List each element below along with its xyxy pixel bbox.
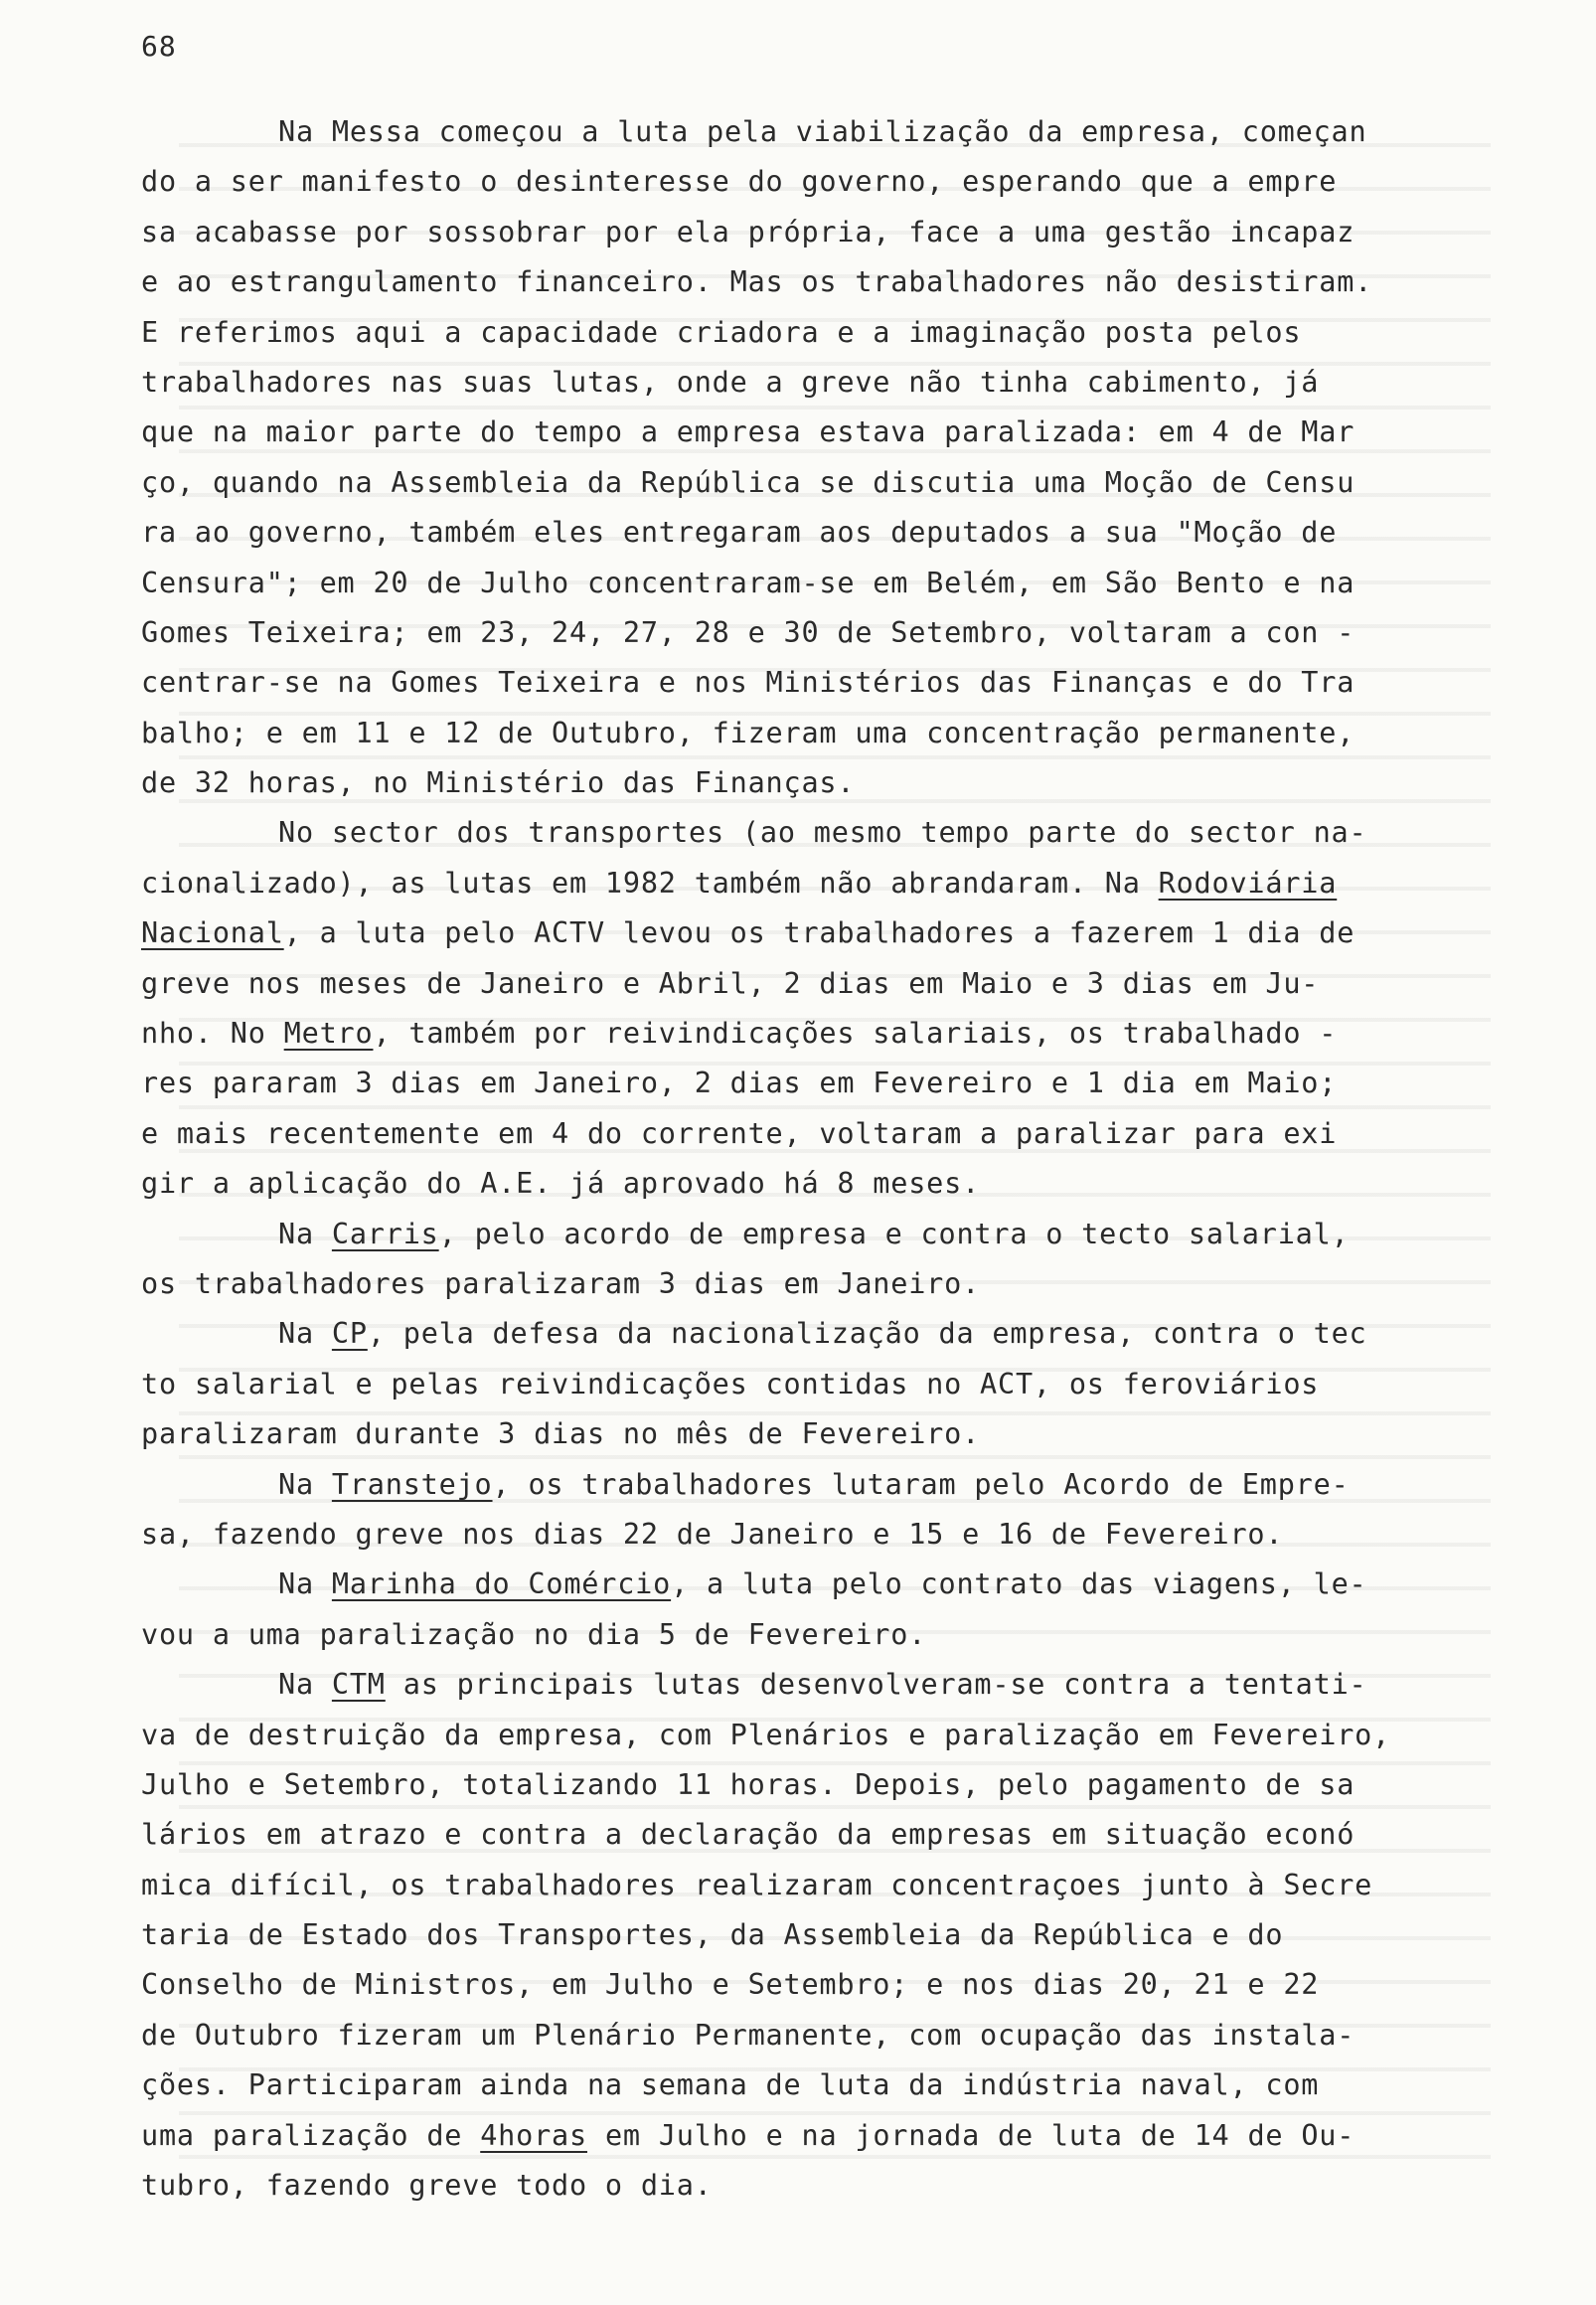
text-line — [141, 257, 1513, 307]
underlined-term: Nacional — [141, 916, 284, 950]
text-segment: , pela defesa da nacionalização da empresa, contra o tec — [367, 1317, 1367, 1351]
text-line — [141, 2111, 1513, 2161]
text-segment: Na — [278, 1567, 332, 1601]
text-line — [141, 758, 1513, 808]
text-line — [141, 1910, 1513, 1960]
body-text — [141, 107, 1513, 2211]
text-segment: nho. No — [141, 1017, 284, 1051]
text-segment: , pelo acordo de empresa e contra o tecto salarial, — [438, 1217, 1350, 1250]
text-line — [141, 1760, 1513, 1810]
text-segment: do a ser manifesto o desinteresse do governo, esperando que a empre — [141, 165, 1338, 199]
text-line — [141, 1259, 1513, 1309]
text-segment: to salarial e pelas reivindicações contidas no ACT, os feroviários — [141, 1367, 1320, 1400]
text-segment: res pararam 3 dias em Janeiro, 2 dias em Fevereiro e 1 dia em Maio; — [141, 1067, 1338, 1100]
text-segment: greve nos meses de Janeiro e Abril, 2 dias em Maio e 3 dias em Ju- — [141, 966, 1320, 1000]
text-segment: Na — [278, 1467, 332, 1501]
text-segment: Na — [278, 1317, 332, 1351]
text-line — [141, 1460, 1513, 1510]
text-segment: , a luta pelo contrato das viagens, le- — [671, 1567, 1367, 1601]
text-line — [141, 1309, 1513, 1359]
text-segment: lários em atrazo e contra a declaração da empresas em situação econó — [141, 1818, 1356, 1852]
text-line — [141, 959, 1513, 1009]
text-line — [141, 308, 1513, 358]
text-segment: ço, quando na Assembleia da República se discutia uma Moção de Censu — [141, 465, 1356, 499]
text-line — [141, 1711, 1513, 1760]
text-line — [141, 1810, 1513, 1860]
text-segment: trabalhadores nas suas lutas, onde a greve não tinha cabimento, já — [141, 365, 1320, 399]
text-line — [141, 1409, 1513, 1459]
text-segment: ções. Participaram ainda na semana de luta da indústria naval, com — [141, 2068, 1320, 2102]
text-line — [141, 208, 1513, 257]
text-line — [141, 1960, 1513, 2010]
text-segment: , os trabalhadores lutaram pelo Acordo de Empre- — [492, 1467, 1350, 1501]
text-line — [141, 1560, 1513, 1609]
text-segment: Na — [278, 1217, 332, 1250]
text-segment: , a luta pelo ACTV levou os trabalhadores a fazerem 1 dia de — [283, 916, 1356, 950]
text-segment: , também por reivindicações salariais, os trabalhado - — [373, 1017, 1338, 1051]
text-line — [141, 1610, 1513, 1660]
text-line — [141, 157, 1513, 207]
text-line — [141, 1159, 1513, 1209]
text-segment: em Julho e na jornada de luta de 14 de Ou- — [586, 2118, 1356, 2152]
text-segment: Na Messa começou a luta pela viabilização da empresa, começan — [278, 115, 1367, 148]
text-segment: cionalizado), as lutas em 1982 também não abrandaram. Na — [141, 866, 1159, 900]
text-segment: Julho e Setembro, totalizando 11 horas. Depois, pelo pagamento de sa — [141, 1767, 1356, 1801]
text-segment: Gomes Teixeira; em 23, 24, 27, 28 e 30 de Setembro, voltaram a con - — [141, 615, 1356, 649]
text-line — [141, 709, 1513, 758]
text-segment: Na — [278, 1668, 332, 1702]
text-line — [141, 2011, 1513, 2060]
text-line — [141, 1059, 1513, 1108]
text-line — [141, 1861, 1513, 1910]
text-segment: mica difícil, os trabalhadores realizaram concentraçoes junto à Secre — [141, 1868, 1373, 1901]
text-line — [141, 1109, 1513, 1159]
underlined-term: 4horas — [480, 2118, 587, 2152]
text-segment: sa, fazendo greve nos dias 22 de Janeiro e 15 e 16 de Fevereiro. — [141, 1517, 1284, 1551]
text-line — [141, 2060, 1513, 2110]
text-line — [141, 908, 1513, 958]
text-segment: paralizaram durante 3 dias no mês de Fevereiro. — [141, 1417, 981, 1451]
text-segment: que na maior parte do tempo a empresa estava paralizada: em 4 de Mar — [141, 415, 1356, 449]
underlined-term: Carris — [331, 1217, 439, 1250]
text-line — [141, 1360, 1513, 1409]
text-segment: balho; e em 11 e 12 de Outubro, fizeram uma concentração permanente, — [141, 716, 1356, 749]
underlined-term: CTM — [331, 1668, 386, 1702]
underlined-term: Rodoviária — [1158, 866, 1338, 900]
text-line — [141, 808, 1513, 858]
text-line — [141, 358, 1513, 408]
text-segment: gir a aplicação do A.E. já aprovado há 8 meses. — [141, 1167, 981, 1201]
text-line — [141, 1009, 1513, 1059]
text-segment: e mais recentemente em 4 do corrente, voltaram a paralizar para exi — [141, 1116, 1338, 1150]
page-number: 68 — [141, 30, 177, 63]
underlined-term: Transtejo — [331, 1467, 493, 1501]
text-segment: uma paralização de — [141, 2118, 481, 2152]
text-line — [141, 608, 1513, 658]
text-line — [141, 1210, 1513, 1259]
text-line — [141, 2161, 1513, 2211]
text-segment: ra ao governo, também eles entregaram aos deputados a sua "Moção de — [141, 516, 1338, 550]
text-segment: de Outubro fizeram um Plenário Permanente, com ocupação das instala- — [141, 2018, 1356, 2052]
text-segment: va de destruição da empresa, com Plenários e paralização em Fevereiro, — [141, 1718, 1391, 1751]
text-segment: vou a uma paralização no dia 5 de Fevereiro. — [141, 1617, 927, 1651]
underlined-term: CP — [331, 1317, 368, 1351]
text-line — [141, 1660, 1513, 1710]
text-line — [141, 559, 1513, 608]
text-line — [141, 658, 1513, 708]
text-segment: sa acabasse por sossobrar por ela própria, face a uma gestão incapaz — [141, 215, 1356, 248]
underlined-term: Marinha do Comércio — [331, 1567, 672, 1601]
text-segment: e ao estrangulamento financeiro. Mas os trabalhadores não desistiram. — [141, 265, 1373, 299]
text-line — [141, 508, 1513, 558]
text-line — [141, 408, 1513, 457]
text-segment: centrar-se na Gomes Teixeira e nos Ministérios das Finanças e do Tra — [141, 666, 1356, 700]
text-line — [141, 458, 1513, 508]
text-segment: Conselho de Ministros, em Julho e Setembro; e nos dias 20, 21 e 22 — [141, 1968, 1320, 2002]
text-line — [141, 107, 1513, 157]
text-segment: Censura"; em 20 de Julho concentraram-se em Belém, em São Bento e na — [141, 566, 1356, 599]
text-segment: tubro, fazendo greve todo o dia. — [141, 2169, 713, 2203]
text-segment: taria de Estado dos Transportes, da Assembleia da República e do — [141, 1918, 1284, 1952]
text-segment: as principais lutas desenvolveram-se contra a tentati- — [385, 1668, 1367, 1702]
text-segment: os trabalhadores paralizaram 3 dias em Janeiro. — [141, 1266, 981, 1300]
text-segment: No sector dos transportes (ao mesmo tempo parte do sector na- — [278, 816, 1367, 850]
text-line — [141, 859, 1513, 908]
underlined-term: Metro — [283, 1017, 374, 1051]
text-segment: E referimos aqui a capacidade criadora e a imaginação posta pelos — [141, 315, 1302, 349]
text-segment: de 32 horas, no Ministério das Finanças. — [141, 766, 856, 800]
text-line — [141, 1510, 1513, 1560]
